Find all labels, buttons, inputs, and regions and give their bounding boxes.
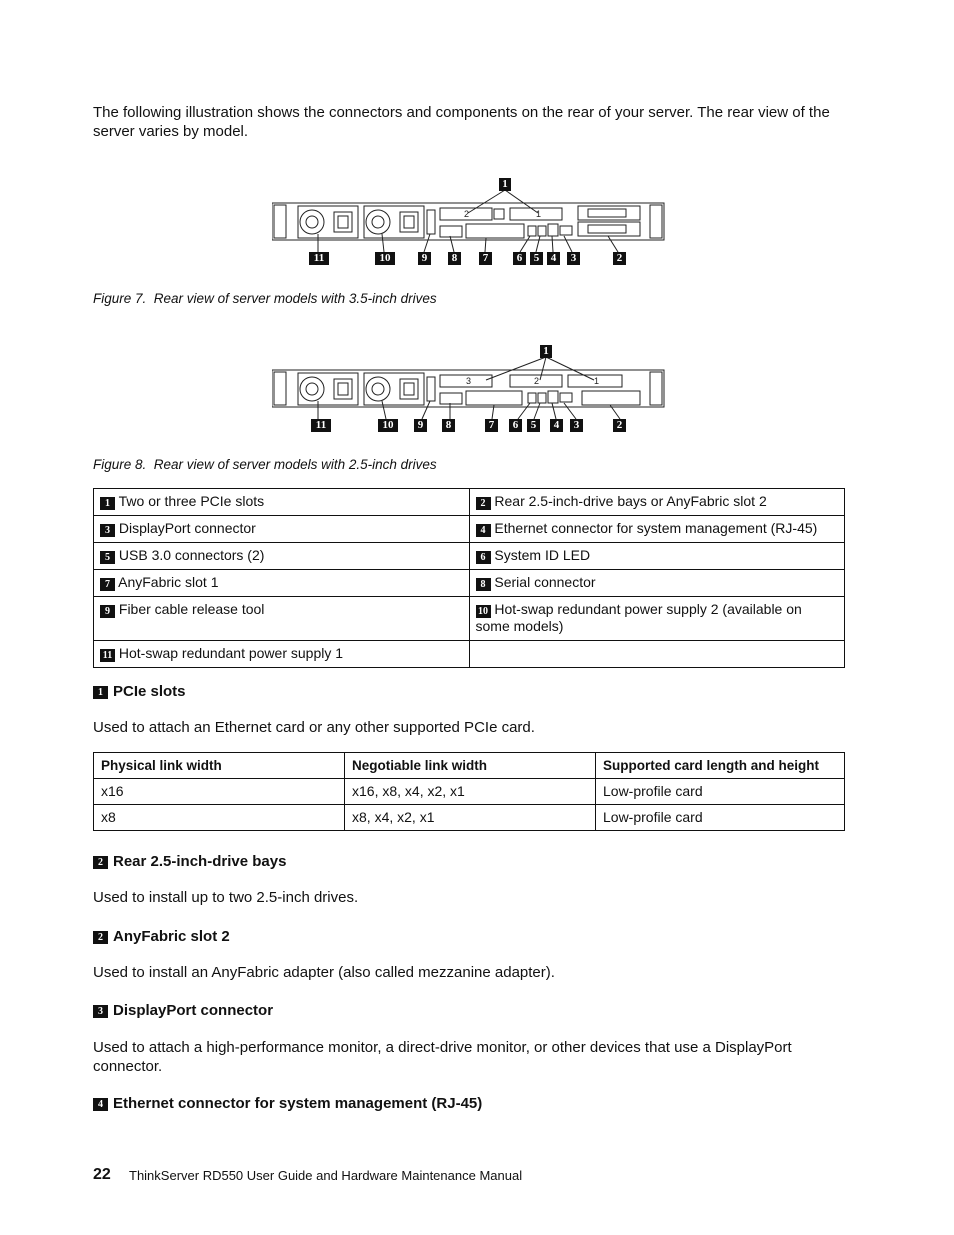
column-header: Physical link width <box>94 753 345 779</box>
server-rear-3-5-illustration <box>272 176 668 268</box>
table-row <box>94 805 845 831</box>
displayport-description: Used to attach a high-performance monitor, a direct-drive monitor, or other devices that use a DisplayPort connector. <box>93 1039 792 1075</box>
table-cell: x8 <box>94 805 345 831</box>
callout-badge: 4 <box>93 1098 108 1111</box>
page-number: 22 <box>93 1166 111 1183</box>
table-header-row <box>94 753 845 779</box>
callout-badge: 11 <box>309 252 329 265</box>
intro-paragraph: The following illustration shows the connectors and components on the rear of your server. The rear view of the server varies by model. <box>93 104 830 140</box>
section-heading-anyfabric <box>93 928 230 945</box>
callout-badge: 1 <box>499 178 511 191</box>
callout-badge: 10 <box>375 252 395 265</box>
document-title: ThinkServer RD550 User Guide and Hardware Maintenance Manual <box>129 1168 523 1183</box>
legend-text: System ID LED <box>494 547 591 563</box>
legend-cell <box>94 543 470 570</box>
callout-badge: 1 <box>93 686 108 699</box>
callout-badge: 5 <box>100 551 115 564</box>
callout-badge: 6 <box>513 252 526 265</box>
caption-text: Rear view of server models with 2.5-inch drives <box>153 457 437 472</box>
slot-label: 2 <box>534 376 540 386</box>
legend-cell <box>469 489 845 516</box>
callout-badge: 11 <box>311 419 331 432</box>
callout-badge: 4 <box>550 419 563 432</box>
section-heading-pcie <box>93 683 186 700</box>
callout-badge: 9 <box>414 419 427 432</box>
table-row <box>94 779 845 805</box>
legend-text: Hot-swap redundant power supply 2 (available on some models) <box>475 601 802 634</box>
legend-cell <box>94 597 470 641</box>
heading-text: Rear 2.5-inch-drive bays <box>113 853 287 870</box>
legend-text: Hot-swap redundant power supply 1 <box>118 645 344 661</box>
legend-cell <box>469 570 845 597</box>
callout-badge: 10 <box>378 419 398 432</box>
callout-badge: 11 <box>100 649 115 662</box>
section-heading-rear-bays <box>93 853 286 870</box>
callout-badge: 4 <box>476 524 491 537</box>
section-heading-displayport <box>93 1002 273 1019</box>
caption-text: Rear view of server models with 3.5-inch drives <box>153 291 437 306</box>
pcie-link-width-table <box>93 752 845 831</box>
caption-number: Figure 8. <box>93 457 147 472</box>
legend-text: Ethernet connector for system management (RJ-45) <box>494 520 818 536</box>
table-cell: Low-profile card <box>596 779 845 805</box>
legend-text: Two or three PCIe slots <box>118 493 265 509</box>
callout-badge: 2 <box>93 856 108 869</box>
legend-cell <box>94 489 470 516</box>
column-header: Negotiable link width <box>345 753 596 779</box>
callout-badge: 10 <box>476 605 491 618</box>
callout-badge: 3 <box>100 524 115 537</box>
callout-badge: 7 <box>479 252 492 265</box>
slot-label: 1 <box>594 376 600 386</box>
heading-text: PCIe slots <box>113 683 186 700</box>
legend-cell <box>469 597 845 641</box>
legend-text: DisplayPort connector <box>118 520 256 536</box>
callout-badge: 5 <box>527 419 540 432</box>
anyfabric-description: Used to install an AnyFabric adapter (also called mezzanine adapter). <box>93 964 555 981</box>
heading-text: AnyFabric slot 2 <box>113 928 230 945</box>
callout-badge: 5 <box>530 252 543 265</box>
slot-label: 1 <box>536 209 542 219</box>
legend-cell <box>469 516 845 543</box>
figure-7-rear-view <box>272 176 668 268</box>
callout-badge: 8 <box>442 419 455 432</box>
callout-badge: 6 <box>476 551 491 564</box>
legend-cell <box>94 516 470 543</box>
legend-text: Rear 2.5-inch-drive bays or AnyFabric slot 2 <box>494 493 767 509</box>
heading-text: Ethernet connector for system management (RJ-45) <box>113 1095 483 1112</box>
callout-badge: 9 <box>100 605 115 618</box>
callout-badge: 2 <box>613 419 626 432</box>
table-cell: x8, x4, x2, x1 <box>345 805 596 831</box>
callout-badge: 3 <box>93 1005 108 1018</box>
table-row <box>94 597 845 641</box>
table-row <box>94 641 845 668</box>
callout-badge: 2 <box>613 252 626 265</box>
table-row <box>94 489 845 516</box>
callout-badge: 7 <box>100 578 115 591</box>
callout-badge: 9 <box>418 252 431 265</box>
callout-badge: 3 <box>567 252 580 265</box>
table-cell: x16, x8, x4, x2, x1 <box>345 779 596 805</box>
figure-8-caption <box>93 457 437 472</box>
server-rear-2-5-illustration <box>272 343 668 435</box>
callout-badge: 6 <box>509 419 522 432</box>
slot-label: 2 <box>464 209 470 219</box>
heading-text: DisplayPort connector <box>113 1002 274 1019</box>
callout-legend-table <box>93 488 845 668</box>
figure-7-caption <box>93 291 437 306</box>
column-header: Supported card length and height <box>596 753 845 779</box>
rear-bays-description: Used to install up to two 2.5-inch drives. <box>93 889 359 906</box>
callout-badge: 1 <box>540 345 552 358</box>
legend-cell-empty <box>469 641 845 668</box>
callout-badge: 8 <box>476 578 491 591</box>
legend-text: AnyFabric slot 1 <box>118 574 219 590</box>
table-row <box>94 516 845 543</box>
caption-number: Figure 7. <box>93 291 147 306</box>
legend-cell <box>94 641 470 668</box>
callout-badge: 1 <box>100 497 115 510</box>
legend-text: USB 3.0 connectors (2) <box>118 547 265 563</box>
callout-badge: 2 <box>476 497 491 510</box>
callout-badge: 4 <box>547 252 560 265</box>
callout-badge: 3 <box>570 419 583 432</box>
table-row <box>94 543 845 570</box>
legend-text: Fiber cable release tool <box>118 601 265 617</box>
figure-8-rear-view <box>272 343 668 435</box>
legend-cell <box>94 570 470 597</box>
table-cell: x16 <box>94 779 345 805</box>
callout-badge: 8 <box>448 252 461 265</box>
table-cell: Low-profile card <box>596 805 845 831</box>
section-heading-ethernet <box>93 1095 482 1112</box>
callout-badge: 2 <box>93 931 108 944</box>
callout-badge: 7 <box>485 419 498 432</box>
legend-text: Serial connector <box>494 574 596 590</box>
table-row <box>94 570 845 597</box>
slot-label: 3 <box>466 376 472 386</box>
pcie-description: Used to attach an Ethernet card or any other supported PCIe card. <box>93 719 535 736</box>
legend-cell <box>469 543 845 570</box>
